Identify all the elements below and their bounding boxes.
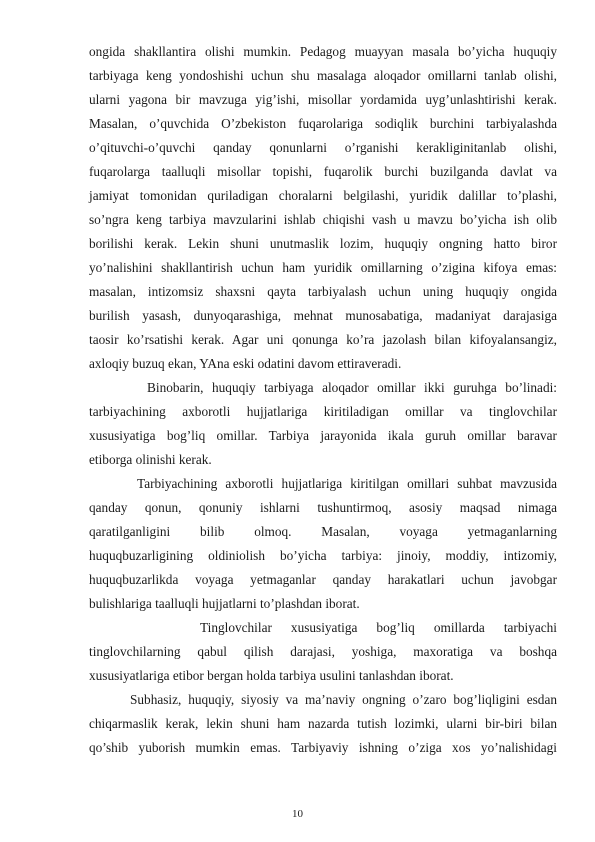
- paragraph-line: qo’shib yuborish mumkin emas. Tarbiyaviy ishning o’ziga xos yo’nalishidagi: [89, 740, 557, 755]
- paragraph-line: taosir ko’rsatishi kerak. Agar uni qonunga ko’ra jazolash bilan kifoyalansangiz,: [89, 332, 557, 347]
- paragraph-line: huquqbuzarligining oldiniolish bo’yicha tarbiya: jinoiy, moddiy, intizomiy,: [89, 548, 557, 563]
- paragraph-line: ongida shakllantira olishi mumkin. Pedagog muayyan masala bo’yicha huquqiy: [89, 44, 557, 59]
- paragraph-line: burilish yasash, dunyoqarashiga, mehnat munosabatiga, madaniyat darajasiga: [89, 308, 557, 323]
- paragraph-line: qanday qonun, qonuniy ishlarni tushuntirmoq, asosiy maqsad nimaga: [89, 500, 557, 515]
- paragraph-line: borilishi kerak. Lekin shuni unutmaslik lozim, huquqiy ongning hatto biror: [89, 236, 557, 251]
- paragraph-line: Binobarin, huquqiy tarbiyaga aloqador omillar ikki guruhga bo’linadi:: [147, 380, 557, 395]
- paragraph-line: Subhasiz, huquqiy, siyosiy va ma’naviy ongning o’zaro bog’liqligini esdan: [130, 692, 557, 707]
- paragraph-line: bulishlariga taalluqli hujjatlarni to’plashdan iborat.: [89, 596, 360, 611]
- paragraph-line: Tarbiyachining axborotli hujjatlariga kiritilgan omillari suhbat mavzusida: [137, 476, 557, 491]
- paragraph-line: masalan, intizomsiz shaxsni qayta tarbiyalash uchun uning huquqiy ongida: [89, 284, 557, 299]
- paragraph-line: Masalan, o’quvchida O’zbekiston fuqarolariga sodiqlik burchini tarbiyalashda: [89, 116, 557, 131]
- paragraph-line: o’qituvchi-o’quvchi qanday qonunlarni o’rganishi kerakliginitanlab olishi,: [89, 140, 557, 155]
- paragraph-line: tinglovchilarning qabul qilish darajasi, yoshiga, maxoratiga va boshqa: [89, 644, 557, 659]
- paragraph-line: xususiyatiga bog’liq omillar. Tarbiya jarayonida ikala guruh omillar baravar: [89, 428, 557, 443]
- paragraph-line: huquqbuzarlikda voyaga yetmaganlar qanday harakatlari uchun javobgar: [89, 572, 557, 587]
- paragraph-line: Tinglovchilar xususiyatiga bog’liq omillarda tarbiyachi: [200, 620, 557, 635]
- paragraph-line: fuqarolarga taalluqli misollar topishi, fuqarolik burchi buzilganda davlat va: [89, 164, 557, 179]
- paragraph-line: tarbiyachining axborotli hujjatlariga kiritiladigan omillar va tinglovchilar: [89, 404, 557, 419]
- paragraph-line: yo’nalishini shakllantirish uchun ham yuridik omillarning o’zigina kifoya emas:: [89, 260, 557, 275]
- paragraph-line: qaratilganligini bilib olmoq. Masalan, voyaga yetmaganlarning: [89, 524, 557, 539]
- paragraph-line: axloqiy buzuq ekan, YAna eski odatini davom ettiraveradi.: [89, 356, 402, 371]
- paragraph-line: chiqarmaslik kerak, lekin shuni ham nazarda tutish lozimki, ularni bir-biri bilan: [89, 716, 557, 731]
- paragraph-line: etiborga olinishi kerak.: [89, 452, 212, 467]
- paragraph-line: tarbiyaga keng yondoshishi uchun shu masalaga aloqador omillarni tanlab olishi,: [89, 68, 557, 83]
- paragraph-line: so’ngra keng tarbiya mavzularini ishlab chiqishi vash u mavzu bo’yicha ish olib: [89, 212, 557, 227]
- paragraph-line: xususiyatlariga etibor bergan holda tarbiya usulini tanlashdan iborat.: [89, 668, 454, 683]
- paragraph-line: jamiyat tomonidan quriladigan choralarni belgilashi, yuridik dalillar to’plashi,: [89, 188, 557, 203]
- paragraph-line: ularni yagona bir mavzuga yig’ishi, misollar yordamida uyg’unlashtirishi kerak.: [89, 92, 557, 107]
- page-number: 10: [292, 808, 303, 820]
